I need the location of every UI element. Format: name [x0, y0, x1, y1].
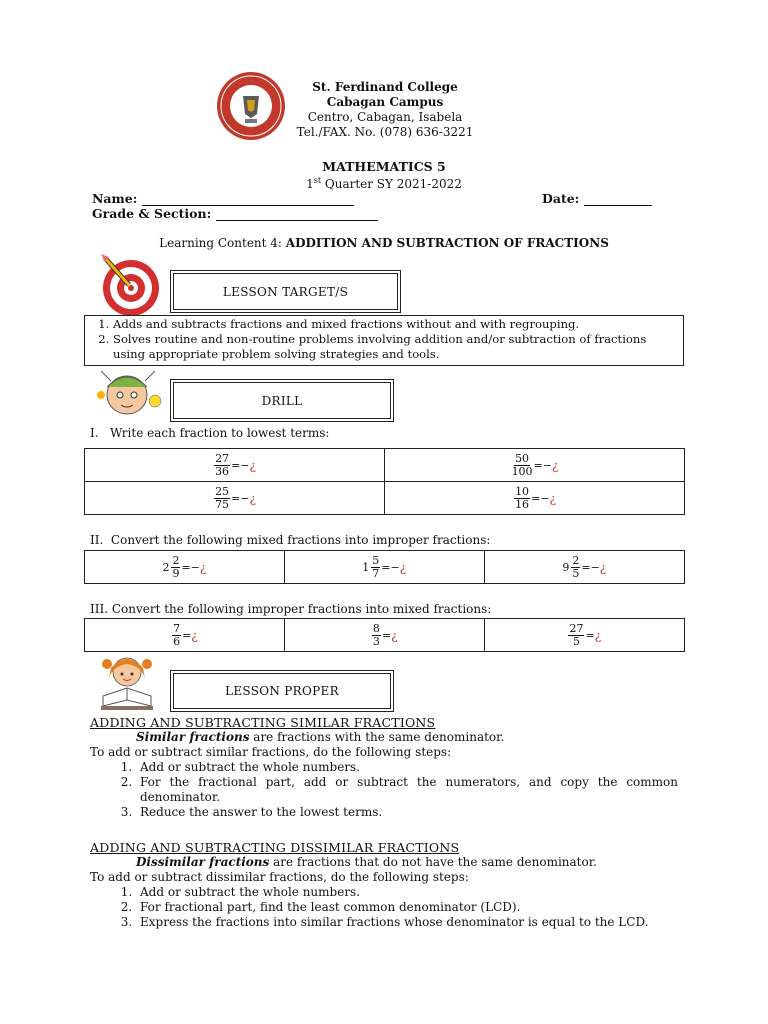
dissimilar-intro: To add or subtract dissimilar fractions, do the following steps: — [90, 870, 469, 884]
answer-placeholder[interactable]: ¿ — [549, 491, 556, 505]
fraction-cell — [85, 449, 385, 482]
answer-placeholder[interactable]: ¿ — [552, 458, 559, 472]
equals-sign: =− — [533, 458, 552, 472]
table-row — [85, 551, 685, 584]
dissimilar-definition — [90, 855, 678, 870]
denominator: 75 — [215, 497, 230, 511]
table-row — [85, 619, 685, 652]
dissimilar-steps — [90, 885, 678, 930]
answer-placeholder[interactable]: ¿ — [191, 628, 198, 642]
similar-term: Similar fractions — [136, 730, 250, 744]
answer-placeholder[interactable]: ¿ — [391, 628, 398, 642]
school-info — [290, 80, 480, 140]
list-item: 3. Express the fractions into similar fractions whose denominator is equal to the LCD. — [136, 915, 678, 930]
numerator: 8 — [372, 621, 380, 635]
drill-banner — [170, 379, 394, 422]
fraction-cell — [484, 551, 684, 584]
fraction — [172, 623, 181, 648]
drill-part2-instruction: II. Convert the following mixed fractions into improper fractions: — [90, 533, 491, 547]
list-item: 3. Reduce the answer to the lowest terms. — [136, 805, 678, 820]
numerator: 2 — [172, 553, 180, 567]
fraction-cell — [484, 619, 684, 652]
school-telfax: Tel./FAX. No. (078) 636-3221 — [296, 125, 474, 139]
equals-sign: =− — [381, 560, 400, 574]
equals-sign: = — [182, 628, 192, 642]
equals-sign: = — [381, 628, 392, 642]
name-field — [92, 191, 354, 206]
list-item: 2. For the fractional part, add or subtract the numerators, and copy the common denominator. — [136, 775, 678, 805]
quarter-ordinal: 1 — [306, 177, 314, 191]
list-item: 1. Add or subtract the whole numbers. — [136, 885, 678, 900]
fraction-cell — [385, 482, 685, 515]
similar-section — [90, 715, 678, 820]
table-row — [85, 482, 685, 515]
drill-part3-table — [84, 618, 685, 652]
date-field — [542, 191, 652, 206]
numerator: 10 — [515, 484, 530, 498]
lesson-target-label: LESSON TARGET/S — [173, 273, 398, 310]
fraction-cell — [284, 551, 484, 584]
list-item: 2. For fractional part, find the least common denominator (LCD). — [136, 900, 678, 915]
numerator: 5 — [372, 553, 380, 567]
equals-sign: =− — [231, 491, 250, 505]
fraction-cell — [85, 551, 285, 584]
quarter-suffix: st — [313, 176, 322, 185]
school-address: Centro, Cabagan, Isabela — [307, 110, 463, 124]
target-item: 2. Solves routine and non-routine problems involving addition and/or subtraction of fractions using appropriate problem solving strategies and tools. — [113, 332, 677, 362]
target-icon — [93, 252, 173, 318]
fraction — [214, 486, 230, 511]
answer-placeholder[interactable]: ¿ — [249, 458, 256, 472]
drill-part1-table — [84, 448, 685, 515]
lesson-target-list — [84, 315, 684, 366]
numerator: 27 — [215, 451, 230, 465]
date-label: Date: — [542, 191, 580, 206]
dissimilar-heading: ADDING AND SUBTRACTING DISSIMILAR FRACTIONS — [90, 840, 460, 855]
fraction — [514, 486, 530, 511]
fraction — [512, 453, 533, 478]
fraction-cell — [284, 619, 484, 652]
denominator: 5 — [572, 566, 580, 580]
date-blank[interactable] — [584, 193, 652, 206]
lesson-target-banner — [170, 270, 401, 313]
whole-number: 2 — [162, 560, 170, 574]
learning-content — [0, 236, 768, 250]
numerator: 7 — [173, 621, 181, 635]
fraction-cell — [85, 619, 285, 652]
similar-heading: ADDING AND SUBTRACTING SIMILAR FRACTIONS — [90, 715, 436, 730]
thinking-kid-icon — [93, 365, 169, 421]
numerator: 25 — [215, 484, 230, 498]
denominator: 36 — [215, 464, 230, 478]
answer-placeholder[interactable]: ¿ — [399, 560, 407, 574]
equals-sign: = — [585, 628, 595, 642]
name-blank[interactable] — [142, 193, 354, 206]
campus-name: Cabagan Campus — [326, 95, 444, 109]
denominator: 100 — [511, 464, 533, 478]
similar-definition — [90, 730, 678, 745]
list-item: 1. Add or subtract the whole numbers. — [136, 760, 678, 775]
answer-placeholder[interactable]: ¿ — [199, 560, 207, 574]
denominator: 7 — [372, 566, 380, 580]
similar-definition-text: are fractions with the same denominator. — [249, 730, 505, 744]
numerator: 2 — [572, 553, 580, 567]
answer-placeholder[interactable]: ¿ — [599, 560, 607, 574]
equals-sign: =− — [181, 560, 200, 574]
fraction — [571, 555, 580, 580]
subject-title: MATHEMATICS 5 — [322, 159, 446, 174]
fraction — [372, 623, 381, 648]
fraction — [371, 555, 380, 580]
fraction-cell — [385, 449, 685, 482]
lesson-proper-banner — [170, 670, 394, 712]
learning-content-title: ADDITION AND SUBTRACTION OF FRACTIONS — [285, 236, 609, 250]
whole-number: 1 — [362, 560, 370, 574]
equals-sign: =− — [231, 458, 250, 472]
school-logo — [215, 70, 287, 142]
lesson-proper-label: LESSON PROPER — [173, 673, 391, 709]
denominator: 16 — [515, 497, 530, 511]
fraction — [171, 555, 180, 580]
school-name: St. Ferdinand College — [312, 80, 458, 94]
drill-label: DRILL — [173, 382, 391, 419]
similar-steps — [90, 760, 678, 820]
equals-sign: =− — [531, 491, 550, 505]
drill-part2-table — [84, 550, 685, 584]
whole-number: 9 — [562, 560, 570, 574]
denominator: 9 — [172, 566, 180, 580]
denominator: 3 — [372, 634, 380, 648]
fraction — [568, 623, 584, 648]
drill-part3-instruction: III. Convert the following improper fractions into mixed fractions: — [90, 602, 492, 616]
dissimilar-definition-text: are fractions that do not have the same denominator. — [269, 855, 597, 869]
quarter-line — [0, 176, 768, 191]
target-item: 1. Adds and subtracts fractions and mixed fractions without and with regrouping. — [113, 317, 677, 332]
denominator: 6 — [173, 634, 181, 648]
table-row — [85, 449, 685, 482]
fraction — [214, 453, 230, 478]
numerator: 50 — [515, 451, 530, 465]
quarter-text: Quarter SY 2021-2022 — [321, 177, 462, 191]
fraction-cell — [85, 482, 385, 515]
dissimilar-term: Dissimilar fractions — [136, 855, 270, 869]
answer-placeholder[interactable]: ¿ — [249, 491, 256, 505]
grade-field — [92, 206, 378, 221]
grade-blank[interactable] — [216, 208, 378, 221]
similar-intro: To add or subtract similar fractions, do the following steps: — [90, 745, 452, 759]
name-label: Name: — [92, 191, 138, 206]
grade-label: Grade & Section: — [92, 206, 212, 221]
drill-part1-instruction: I. Write each fraction to lowest terms: — [90, 426, 330, 440]
denominator: 5 — [572, 634, 580, 648]
learning-content-prefix: Learning Content 4: — [159, 236, 286, 250]
reading-girl-icon — [93, 652, 169, 712]
dissimilar-section — [90, 840, 678, 930]
numerator: 27 — [569, 621, 584, 635]
answer-placeholder[interactable]: ¿ — [594, 628, 602, 642]
equals-sign: =− — [581, 560, 600, 574]
